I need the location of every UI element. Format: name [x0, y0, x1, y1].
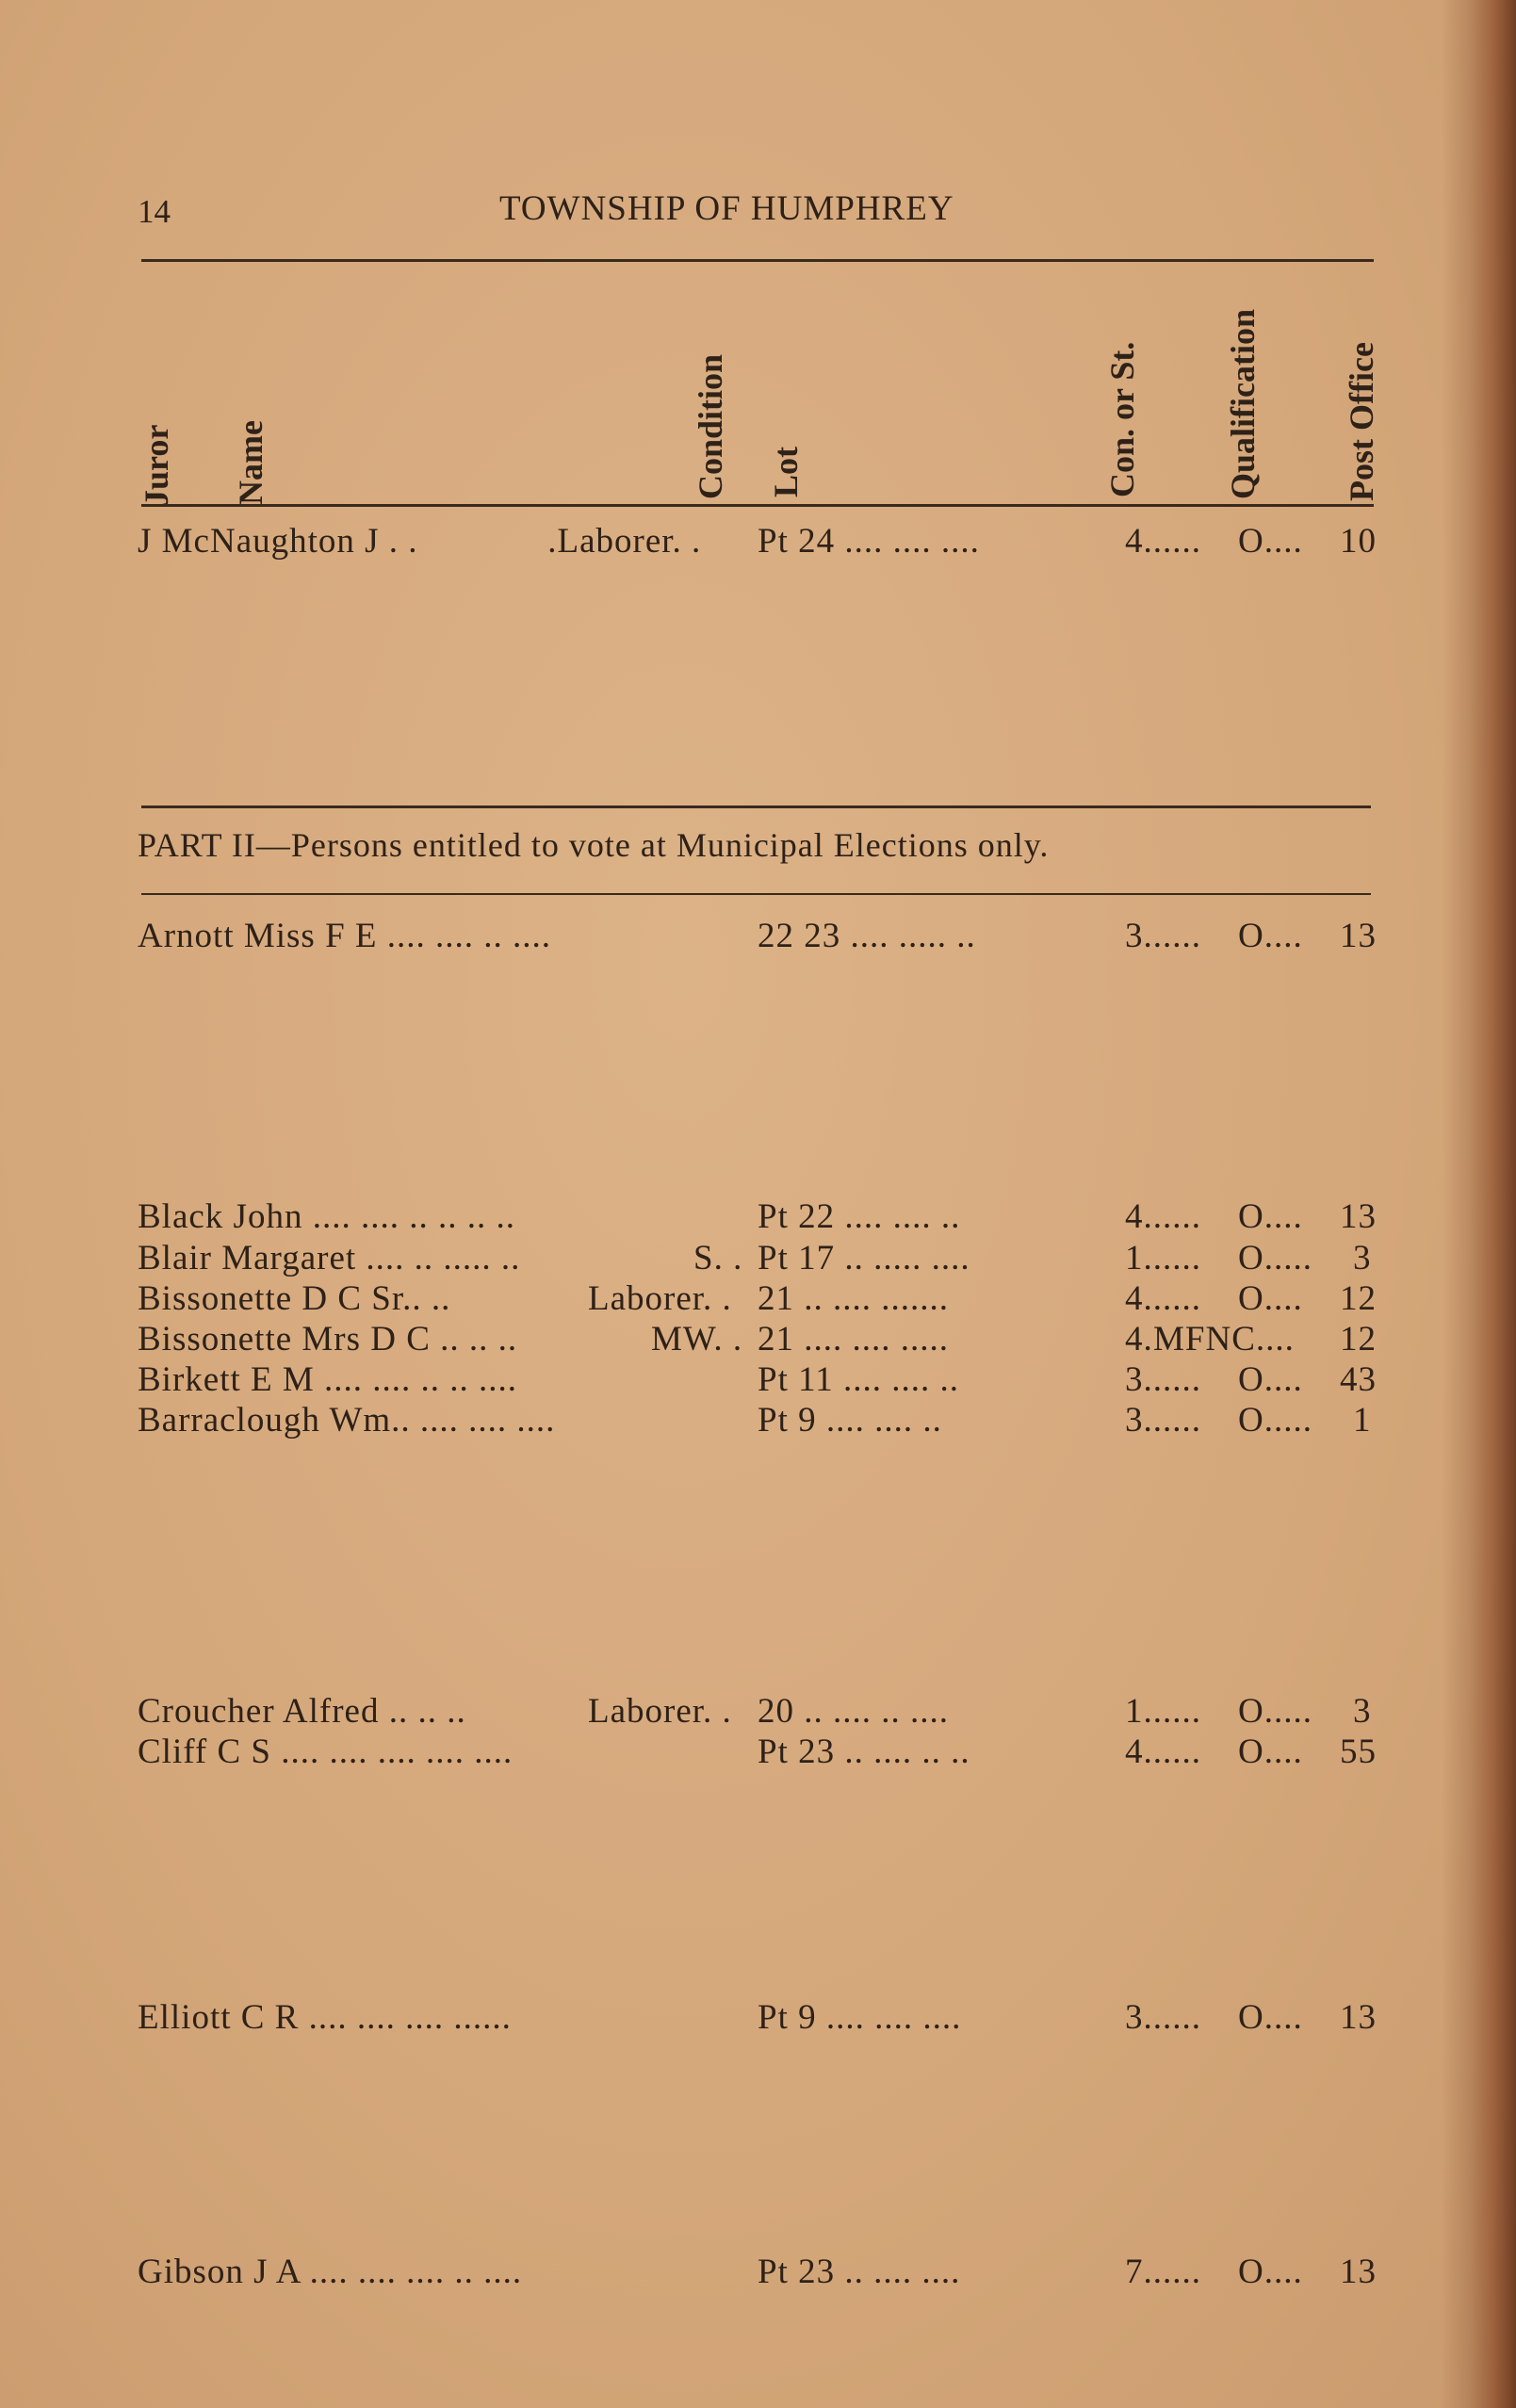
col-post-office: Post Office [1343, 342, 1380, 501]
row-condition: MW. . [651, 1320, 743, 1359]
col-con-or-st: Con. or St. [1103, 341, 1141, 497]
row-post-office: 55 [1340, 1733, 1377, 1771]
row-qualification: O.... [1238, 1360, 1303, 1399]
row-qualification: O..... [1238, 1692, 1312, 1731]
row-con: 7...... [1125, 2253, 1201, 2291]
header-top-rule [141, 259, 1374, 262]
row-post-office: 3 [1353, 1692, 1372, 1731]
row-lot: Pt 23 .. .... .. .. [758, 1733, 970, 1771]
row-lot: Pt 24 .... .... .... [758, 522, 980, 561]
row-post-office: 12 [1340, 1279, 1377, 1318]
row-condition: .Laborer. . [538, 522, 702, 561]
row-post-office: 43 [1340, 1360, 1377, 1399]
row-con: 1...... [1125, 1239, 1201, 1277]
row-con: 4...... [1125, 1197, 1201, 1236]
row-post-office: 12 [1340, 1320, 1377, 1359]
row-post-office: 13 [1340, 1998, 1377, 2037]
row-post-office: 1 [1353, 1401, 1372, 1440]
row-lot: Pt 23 .. .... .... [758, 2253, 961, 2291]
row-post-office: 10 [1340, 522, 1377, 561]
row-qualification: O.... [1238, 917, 1303, 955]
row-name: Barraclough Wm.. .... .... .... [138, 1401, 556, 1440]
row-qualification: O.... [1238, 1279, 1303, 1318]
row-lot: Pt 22 .... .... .. [758, 1197, 961, 1236]
row-lot: Pt 9 .... .... .... [758, 1998, 962, 2037]
row-post-office: 3 [1353, 1239, 1372, 1277]
col-juror: Juror [138, 424, 175, 507]
col-name: Name [232, 420, 269, 505]
row-qualification: O..... [1238, 1401, 1312, 1440]
row-lot: Pt 17 .. ..... .... [758, 1239, 970, 1277]
row-name: Black John .... .... .. .. .. .. [138, 1197, 515, 1236]
row-con: 1...... [1125, 1692, 1201, 1731]
row-con: 3...... [1125, 1360, 1201, 1399]
row-name: Bissonette Mrs D C .. .. .. [138, 1320, 518, 1359]
row-lot: 21 .... .... ..... [758, 1320, 949, 1359]
row-name: Blair Margaret .... .. ..... .. [138, 1239, 521, 1277]
col-condition: Condition [692, 353, 729, 499]
row-qualification: O..... [1238, 1239, 1312, 1277]
row-name: Arnott Miss F E .... .... .. .... [138, 917, 552, 955]
row-con: 4...... [1125, 522, 1201, 561]
row-condition: Laborer. . [588, 1279, 732, 1318]
col-lot: Lot [767, 447, 805, 497]
row-condition: Laborer. . [588, 1692, 732, 1731]
row-name: Gibson J A .... .... .... .. .... [138, 2253, 523, 2291]
header-bottom-rule [141, 504, 1374, 507]
row-qualification: O.... [1238, 2253, 1303, 2291]
row-name: Croucher Alfred .. .. .. [138, 1692, 466, 1731]
row-lot: Pt 9 .... .... .. [758, 1401, 942, 1440]
row-qualification: O.... [1238, 1197, 1303, 1236]
row-name: Birkett E M .... .... .. .. .... [138, 1360, 518, 1399]
row-con: 4...... [1125, 1733, 1201, 1771]
col-qualification: Qualification [1224, 308, 1262, 499]
row-lot: Pt 11 .... .... .. [758, 1360, 959, 1399]
row-con: 4. [1125, 1320, 1153, 1359]
row-con: 4...... [1125, 1279, 1201, 1318]
row-name: Elliott C R .... .... .... ...... [138, 1998, 512, 2037]
running-title: TOWNSHIP OF HUMPHREY [499, 189, 954, 228]
row-post-office: 13 [1340, 2253, 1377, 2291]
row-name: Bissonette D C Sr.. .. [138, 1279, 451, 1318]
row-lot: 22 23 .... ..... .. [758, 917, 976, 955]
section-title: PART II—Persons entitled to vote at Municipal Elections only. [138, 826, 1050, 864]
page-number: 14 [138, 193, 171, 230]
row-con: 3...... [1125, 917, 1201, 955]
row-qualification: MFNC.... [1153, 1320, 1295, 1359]
row-name: Cliff C S .... .... .... .... .... [138, 1733, 513, 1771]
row-lot: 20 .. .... .. .... [758, 1692, 949, 1731]
row-con: 3...... [1125, 1401, 1201, 1440]
row-name: J McNaughton J . . [138, 522, 418, 561]
row-qualification: O.... [1238, 1998, 1303, 2037]
section-bottom-rule [141, 893, 1371, 895]
row-lot: 21 .. .... ....... [758, 1279, 959, 1318]
section-top-rule [141, 805, 1371, 808]
row-post-office: 13 [1340, 1197, 1377, 1236]
row-con: 3...... [1125, 1998, 1201, 2037]
row-post-office: 13 [1340, 917, 1377, 955]
row-qualification: O.... [1238, 1733, 1303, 1771]
row-condition: S. . [693, 1239, 743, 1277]
row-qualification: O.... [1238, 522, 1303, 561]
